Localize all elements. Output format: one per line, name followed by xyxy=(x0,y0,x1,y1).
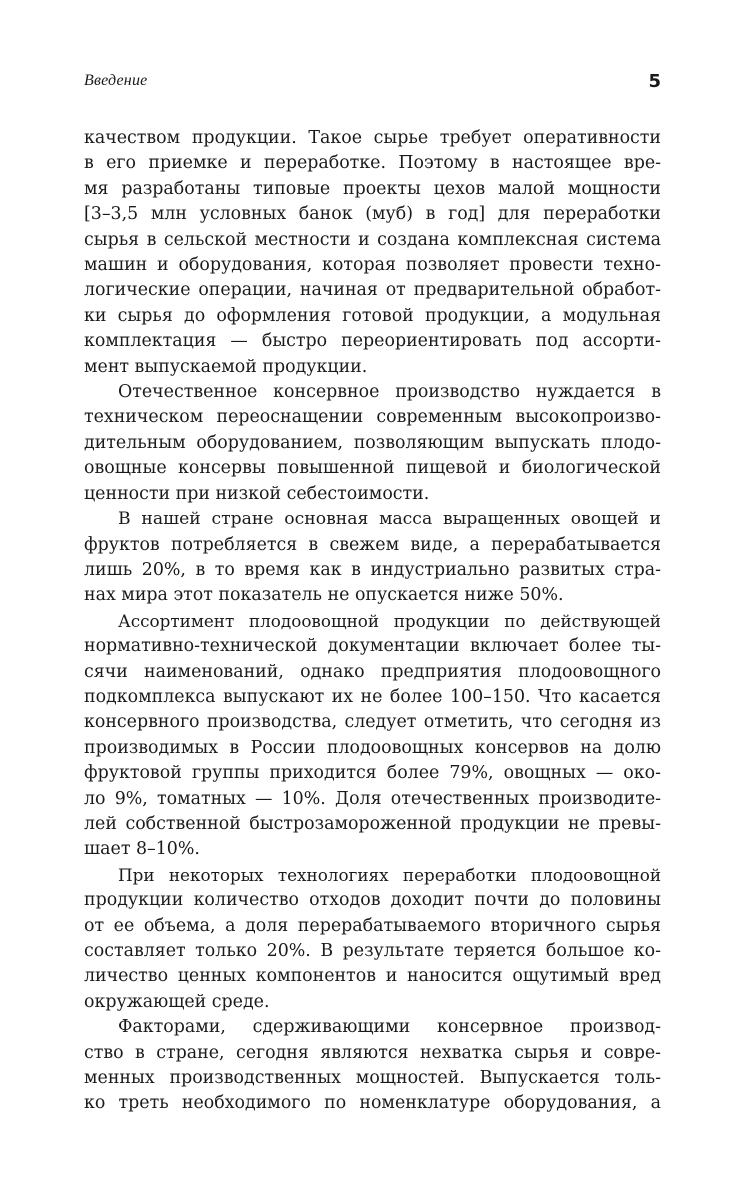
text-line: В нашей стране основная масса выращенных овощей и xyxy=(118,509,661,530)
text-line: техническом переоснащении современным высокопроизво- xyxy=(84,407,661,428)
text-line: ценности при низкой себестоимости. xyxy=(84,483,430,504)
text-line: продукции количество отходов доходит почти до половины xyxy=(84,890,661,911)
text-line: дительным оборудованием, позволяющим выпускать плодо- xyxy=(84,432,661,453)
text-line: шает 8–10%. xyxy=(84,839,200,860)
text-line: ки сырья до оформления готовой продукции, а модульная xyxy=(84,305,661,326)
text-line: ство в стране, сегодня являются нехватка сырья и совре- xyxy=(84,1042,661,1063)
running-title: Введение xyxy=(84,72,148,89)
text-line: лишь 20%, в то время как в индустриально развитых стра- xyxy=(84,559,661,580)
text-line: [3–3,5 млн условных банок (муб) в год] для переработки xyxy=(84,204,661,225)
text-line: фруктов потребляется в свежем виде, а перерабатывается xyxy=(84,534,661,555)
text-line: сячи наименований, однако предприятия плодоовощного xyxy=(84,661,661,682)
text-line: комплектация — быстро переориентировать под ассорти- xyxy=(84,331,661,352)
text-line: мя разработаны типовые проекты цехов малой мощности xyxy=(84,178,661,199)
text-line: от ее объема, а доля перерабатываемого вторичного сырья xyxy=(84,915,661,936)
text-line: машин и оборудования, которая позволяет провести техно- xyxy=(84,255,661,276)
text-line: менных производственных мощностей. Выпускается толь- xyxy=(84,1068,661,1089)
text-line: фруктовой группы приходится более 79%, овощных — око- xyxy=(84,763,661,784)
text-line: личество ценных компонентов и наносится ощутимый вред xyxy=(84,966,661,987)
text-line: ло 9%, томатных — 10%. Доля отечественных производите- xyxy=(84,788,661,809)
text-line: Ассортимент плодоовощной продукции по действующей xyxy=(118,610,661,631)
text-line: нах мира этот показатель не опускается ниже 50%. xyxy=(84,585,564,606)
body-text xyxy=(84,126,661,1117)
text-line: нормативно-технической документации включает более ты- xyxy=(84,636,661,657)
text-line: лей собственной быстрозамороженной продукции не превы- xyxy=(84,813,661,834)
text-line: консервного производства, следует отметить, что сегодня из xyxy=(84,712,661,733)
text-line: мент выпускаемой продукции. xyxy=(84,356,368,377)
text-line: в его приемке и переработке. Поэтому в настоящее вре- xyxy=(84,153,661,174)
text-line: сырья в сельской местности и создана комплексная система xyxy=(84,229,661,250)
text-line: При некоторых технологиях переработки плодоовощной xyxy=(118,864,661,885)
text-line: Факторами, сдерживающими консервное производ- xyxy=(118,1017,661,1038)
text-line: качеством продукции. Такое сырье требует оперативности xyxy=(84,128,661,148)
text-line: овощные консервы повышенной пищевой и биологической xyxy=(84,458,661,479)
text-line: ко треть необходимого по номенклатуре оборудования, а xyxy=(84,1093,661,1114)
page-number: 5 xyxy=(648,71,661,92)
text-line: Отечественное консервное производство нуждается в xyxy=(118,382,661,403)
text-line: подкомплекса выпускают их не более 100–150. Что касается xyxy=(84,686,661,707)
text-line: окружающей среде. xyxy=(84,991,270,1012)
text-line: производимых в России плодоовощных консервов на долю xyxy=(84,737,661,758)
text-line: логические операции, начиная от предварительной обработ- xyxy=(84,280,661,301)
text-line: составляет только 20%. В результате теряется большое ко- xyxy=(84,941,661,961)
